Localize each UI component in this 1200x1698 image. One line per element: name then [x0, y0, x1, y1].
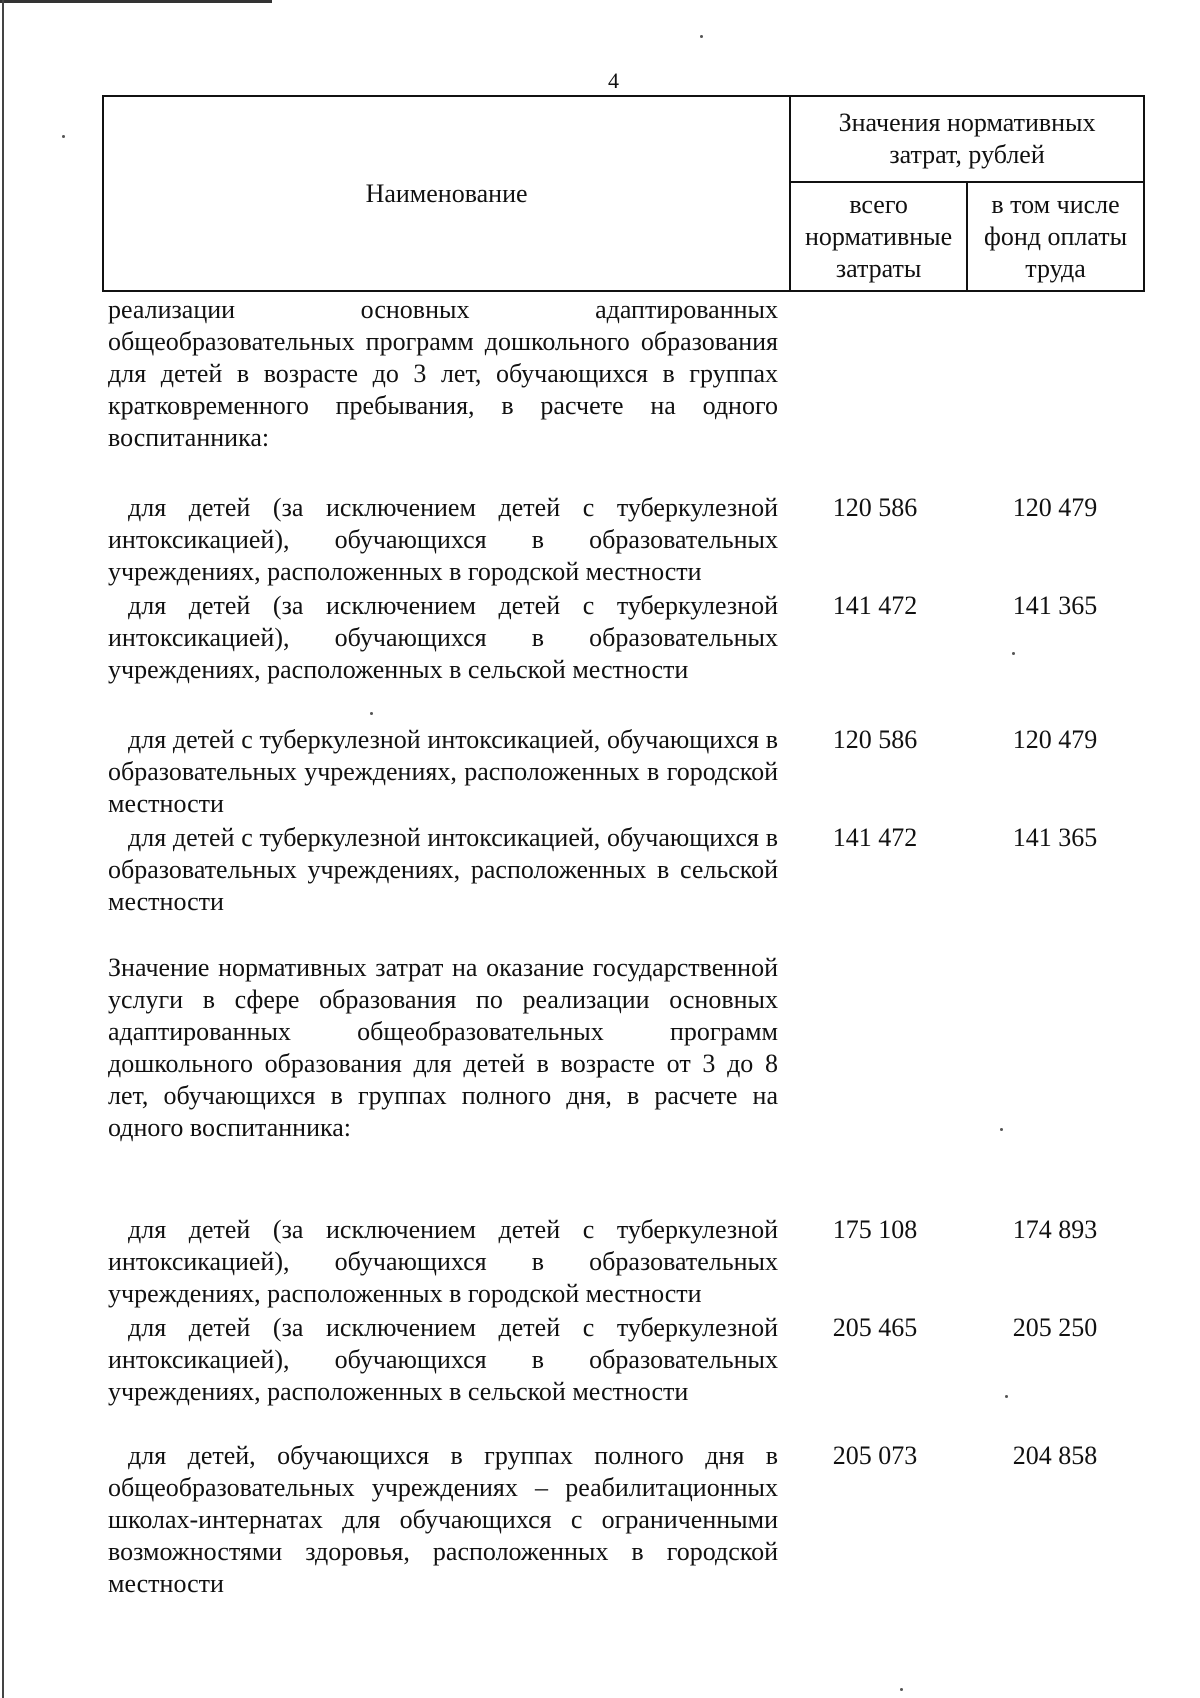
row-total-value: 205 073	[832, 1441, 918, 1470]
scan-edge-left	[2, 0, 4, 1698]
header-name-column: Наименование	[103, 96, 790, 291]
scan-speck	[1012, 652, 1015, 655]
header-values-group	[790, 96, 1144, 182]
row-text: для детей с туберкулезной интоксикацией, обучающихся в образовательных учреждениях, расположенных в городской местности	[108, 725, 778, 818]
row-text: для детей (за исключением детей с туберкулезной интоксикацией), обучающихся в образовательных учреждениях, расположенных в сельской местности	[108, 1313, 778, 1406]
header-wage-column	[967, 182, 1144, 291]
row-total-value: 141 472	[832, 591, 918, 620]
scan-speck	[900, 1688, 903, 1691]
row-total-value: 175 108	[832, 1215, 918, 1244]
row-wage-value: 174 893	[1012, 1215, 1098, 1244]
row-wage-value: 141 365	[1012, 823, 1098, 852]
header-total-column	[790, 182, 967, 291]
row-wage-value: 141 365	[1012, 591, 1098, 620]
page-number: 4	[608, 68, 619, 93]
header-wage-label: в том числе фонд оплаты труда	[983, 189, 1128, 283]
scan-speck	[1005, 1395, 1008, 1398]
row-total-value: 120 586	[832, 725, 918, 754]
row-text: для детей (за исключением детей с туберкулезной интоксикацией), обучающихся в образовательных учреждениях, расположенных в сельской местности	[108, 591, 778, 684]
section-intro-under-3: реализации основных адаптированных общеобразовательных программ дошкольного образования для детей в возрасте до 3 лет, обучающихся в группах кратковременного пребывания, в расчете на одного воспитанника:	[108, 295, 778, 452]
header-total-label: всего нормативные затраты	[805, 189, 953, 283]
row-total-value: 205 465	[832, 1313, 918, 1342]
row-text: для детей (за исключением детей с туберкулезной интоксикацией), обучающихся в образовательных учреждениях, расположенных в городской местности	[108, 1215, 778, 1308]
scan-speck	[700, 35, 703, 38]
row-text: для детей (за исключением детей с туберкулезной интоксикацией), обучающихся в образовательных учреждениях, расположенных в городской местности	[108, 493, 778, 586]
row-total-value: 120 586	[832, 493, 918, 522]
row-total-value: 141 472	[832, 823, 918, 852]
row-wage-value: 205 250	[1012, 1313, 1098, 1342]
row-wage-value: 120 479	[1012, 493, 1098, 522]
table-header	[102, 95, 1145, 292]
row-text: для детей, обучающихся в группах полного дня в общеобразовательных учреждениях – реабилитационных школах-интернатах для обучающихся с ограниченными возможностями здоровья, расположенных в городской местности	[108, 1441, 778, 1598]
row-wage-value: 204 858	[1012, 1441, 1098, 1470]
scan-speck	[62, 135, 65, 138]
row-wage-value: 120 479	[1012, 725, 1098, 754]
header-values-group-label: Значения нормативных затрат, рублей	[838, 108, 1096, 169]
scan-edge-top	[0, 0, 272, 3]
row-text: для детей с туберкулезной интоксикацией, обучающихся в образовательных учреждениях, расположенных в сельской местности	[108, 823, 778, 916]
scan-speck	[1000, 1128, 1003, 1131]
section-intro-3-to-8: Значение нормативных затрат на оказание государственной услуги в сфере образования по реализации основных адаптированных общеобразовательных программ дошкольного образования для детей в возрасте от 3 до 8 лет, обучающихся в группах полного дня, в расчете на одного воспитанника:	[108, 953, 778, 1142]
scan-speck	[370, 712, 373, 715]
